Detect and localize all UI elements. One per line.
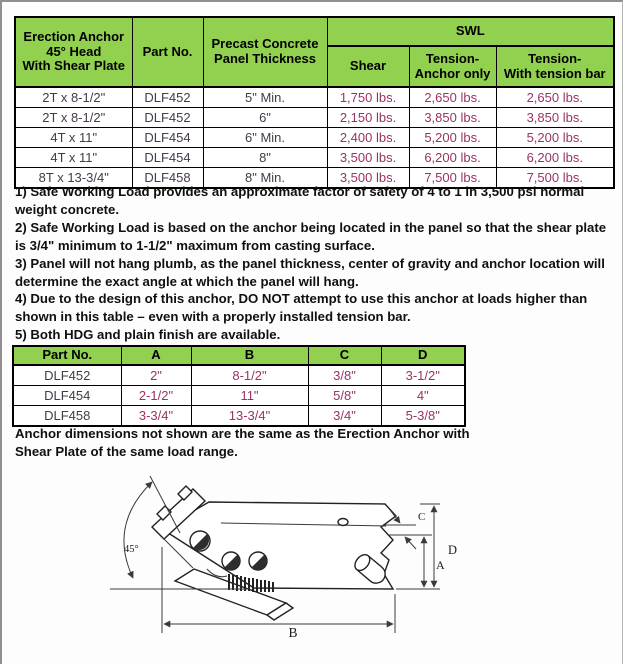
cell-part: DLF454 [132,148,203,168]
cell-dim-a: 2-1/2" [121,386,191,406]
cell-thickness: 6" [203,108,327,128]
note-5: 5) Both HDG and plain finish are available. [15,327,281,343]
cell-dim-c: 3/4" [308,406,381,427]
cell-shear: 3,500 lbs. [327,148,409,168]
cell-anchor: 8T x 13-3/4" [15,168,132,189]
cell-part: DLF454 [132,128,203,148]
cell-tension-bar: 3,850 lbs. [496,108,614,128]
cell-thickness: 8" [203,148,327,168]
header-erection-anchor: Erection Anchor 45° Head With Shear Plate [15,17,132,87]
cell-dim-d: 4" [381,386,465,406]
note-4: 4) Due to the design of this anchor, DO NOT attempt to use this anchor at loads higher than shown in this table – even with a properly installed tension bar. [15,291,588,325]
table-row [15,108,614,128]
cell-tension-anchor: 7,500 lbs. [409,168,496,189]
header-dim-c: C [308,346,381,365]
cell-part: DLF452 [132,87,203,108]
note-3: 3) Panel will not hang plumb, as the panel thickness, center of gravity and anchor location will determine the exact angle at which the panel will hang. [15,255,605,289]
cell-dim-b: 8-1/2" [191,365,308,386]
cell-part: DLF452 [13,365,121,386]
header-tension-anchor-only: Tension- Anchor only [409,46,496,87]
angle-label: 45° [124,544,139,555]
cell-dim-a: 2" [121,365,191,386]
cell-dim-c: 3/8" [308,365,381,386]
cell-tension-anchor: 2,650 lbs. [409,87,496,108]
cell-shear: 2,400 lbs. [327,128,409,148]
footer-note: Anchor dimensions not shown are the same as the Erection Anchor with Shear Plate of the same load range. [15,426,470,459]
cell-dim-b: 13-3/4" [191,406,308,427]
cell-dim-b: 11" [191,386,308,406]
cell-dim-a: 3-3/4" [121,406,191,427]
notes-list [15,183,617,344]
cell-tension-anchor: 6,200 lbs. [409,148,496,168]
header-swl: SWL [327,17,614,46]
cell-anchor: 2T x 8-1/2" [15,108,132,128]
cell-shear: 2,150 lbs. [327,108,409,128]
cell-part: DLF454 [13,386,121,406]
note-2: 2) Safe Working Load is based on the anchor being located in the panel so that the shear plate is 3/4" minimum to 1-1/2" maximum from casting surface. [15,219,607,253]
dimensions-table [12,345,466,427]
cell-tension-bar: 6,200 lbs. [496,148,614,168]
header-part-no: Part No. [132,17,203,87]
header-dim-b: B [191,346,308,365]
cell-thickness: 5" Min. [203,87,327,108]
dim-label-c: C [418,511,426,523]
header-part-no: Part No. [13,346,121,365]
table-row [13,386,465,406]
cell-anchor: 4T x 11" [15,148,132,168]
cell-part: DLF458 [13,406,121,427]
table-row [15,148,614,168]
cell-thickness: 6" Min. [203,128,327,148]
cell-dim-c: 5/8" [308,386,381,406]
cell-anchor: 2T x 8-1/2" [15,87,132,108]
cell-shear: 1,750 lbs. [327,87,409,108]
table-row [13,365,465,386]
header-dim-d: D [381,346,465,365]
header-tension-with-bar: Tension- With tension bar [496,46,614,87]
cell-shear: 3,500 lbs. [327,168,409,189]
header-shear: Shear [327,46,409,87]
table-row [15,128,614,148]
cell-part: DLF458 [132,168,203,189]
note-1: 1) Safe Working Load provides an approximate factor of safety of 4 to 1 in 3,500 psi normal weight concrete. [15,184,585,217]
cell-part: DLF452 [132,108,203,128]
cell-tension-anchor: 5,200 lbs. [409,128,496,148]
cell-dim-d: 3-1/2" [381,365,465,386]
cell-anchor: 4T x 11" [15,128,132,148]
cell-thickness: 8" Min. [203,168,327,189]
anchor-body [152,486,396,620]
cell-tension-bar: 5,200 lbs. [496,128,614,148]
cell-tension-bar: 2,650 lbs. [496,87,614,108]
table-row [13,406,465,427]
header-panel-thickness: Precast Concrete Panel Thickness [203,17,327,87]
dim-label-b: B [288,625,298,640]
cell-dim-d: 5-3/8" [381,406,465,427]
swl-load-table [14,16,615,189]
table-row [15,87,614,108]
anchor-technical-drawing [2,457,623,664]
cell-tension-bar: 7,500 lbs. [496,168,614,189]
dim-label-a: A [436,558,445,572]
dim-label-d: D [448,543,458,557]
header-dim-a: A [121,346,191,365]
cell-tension-anchor: 3,850 lbs. [409,108,496,128]
